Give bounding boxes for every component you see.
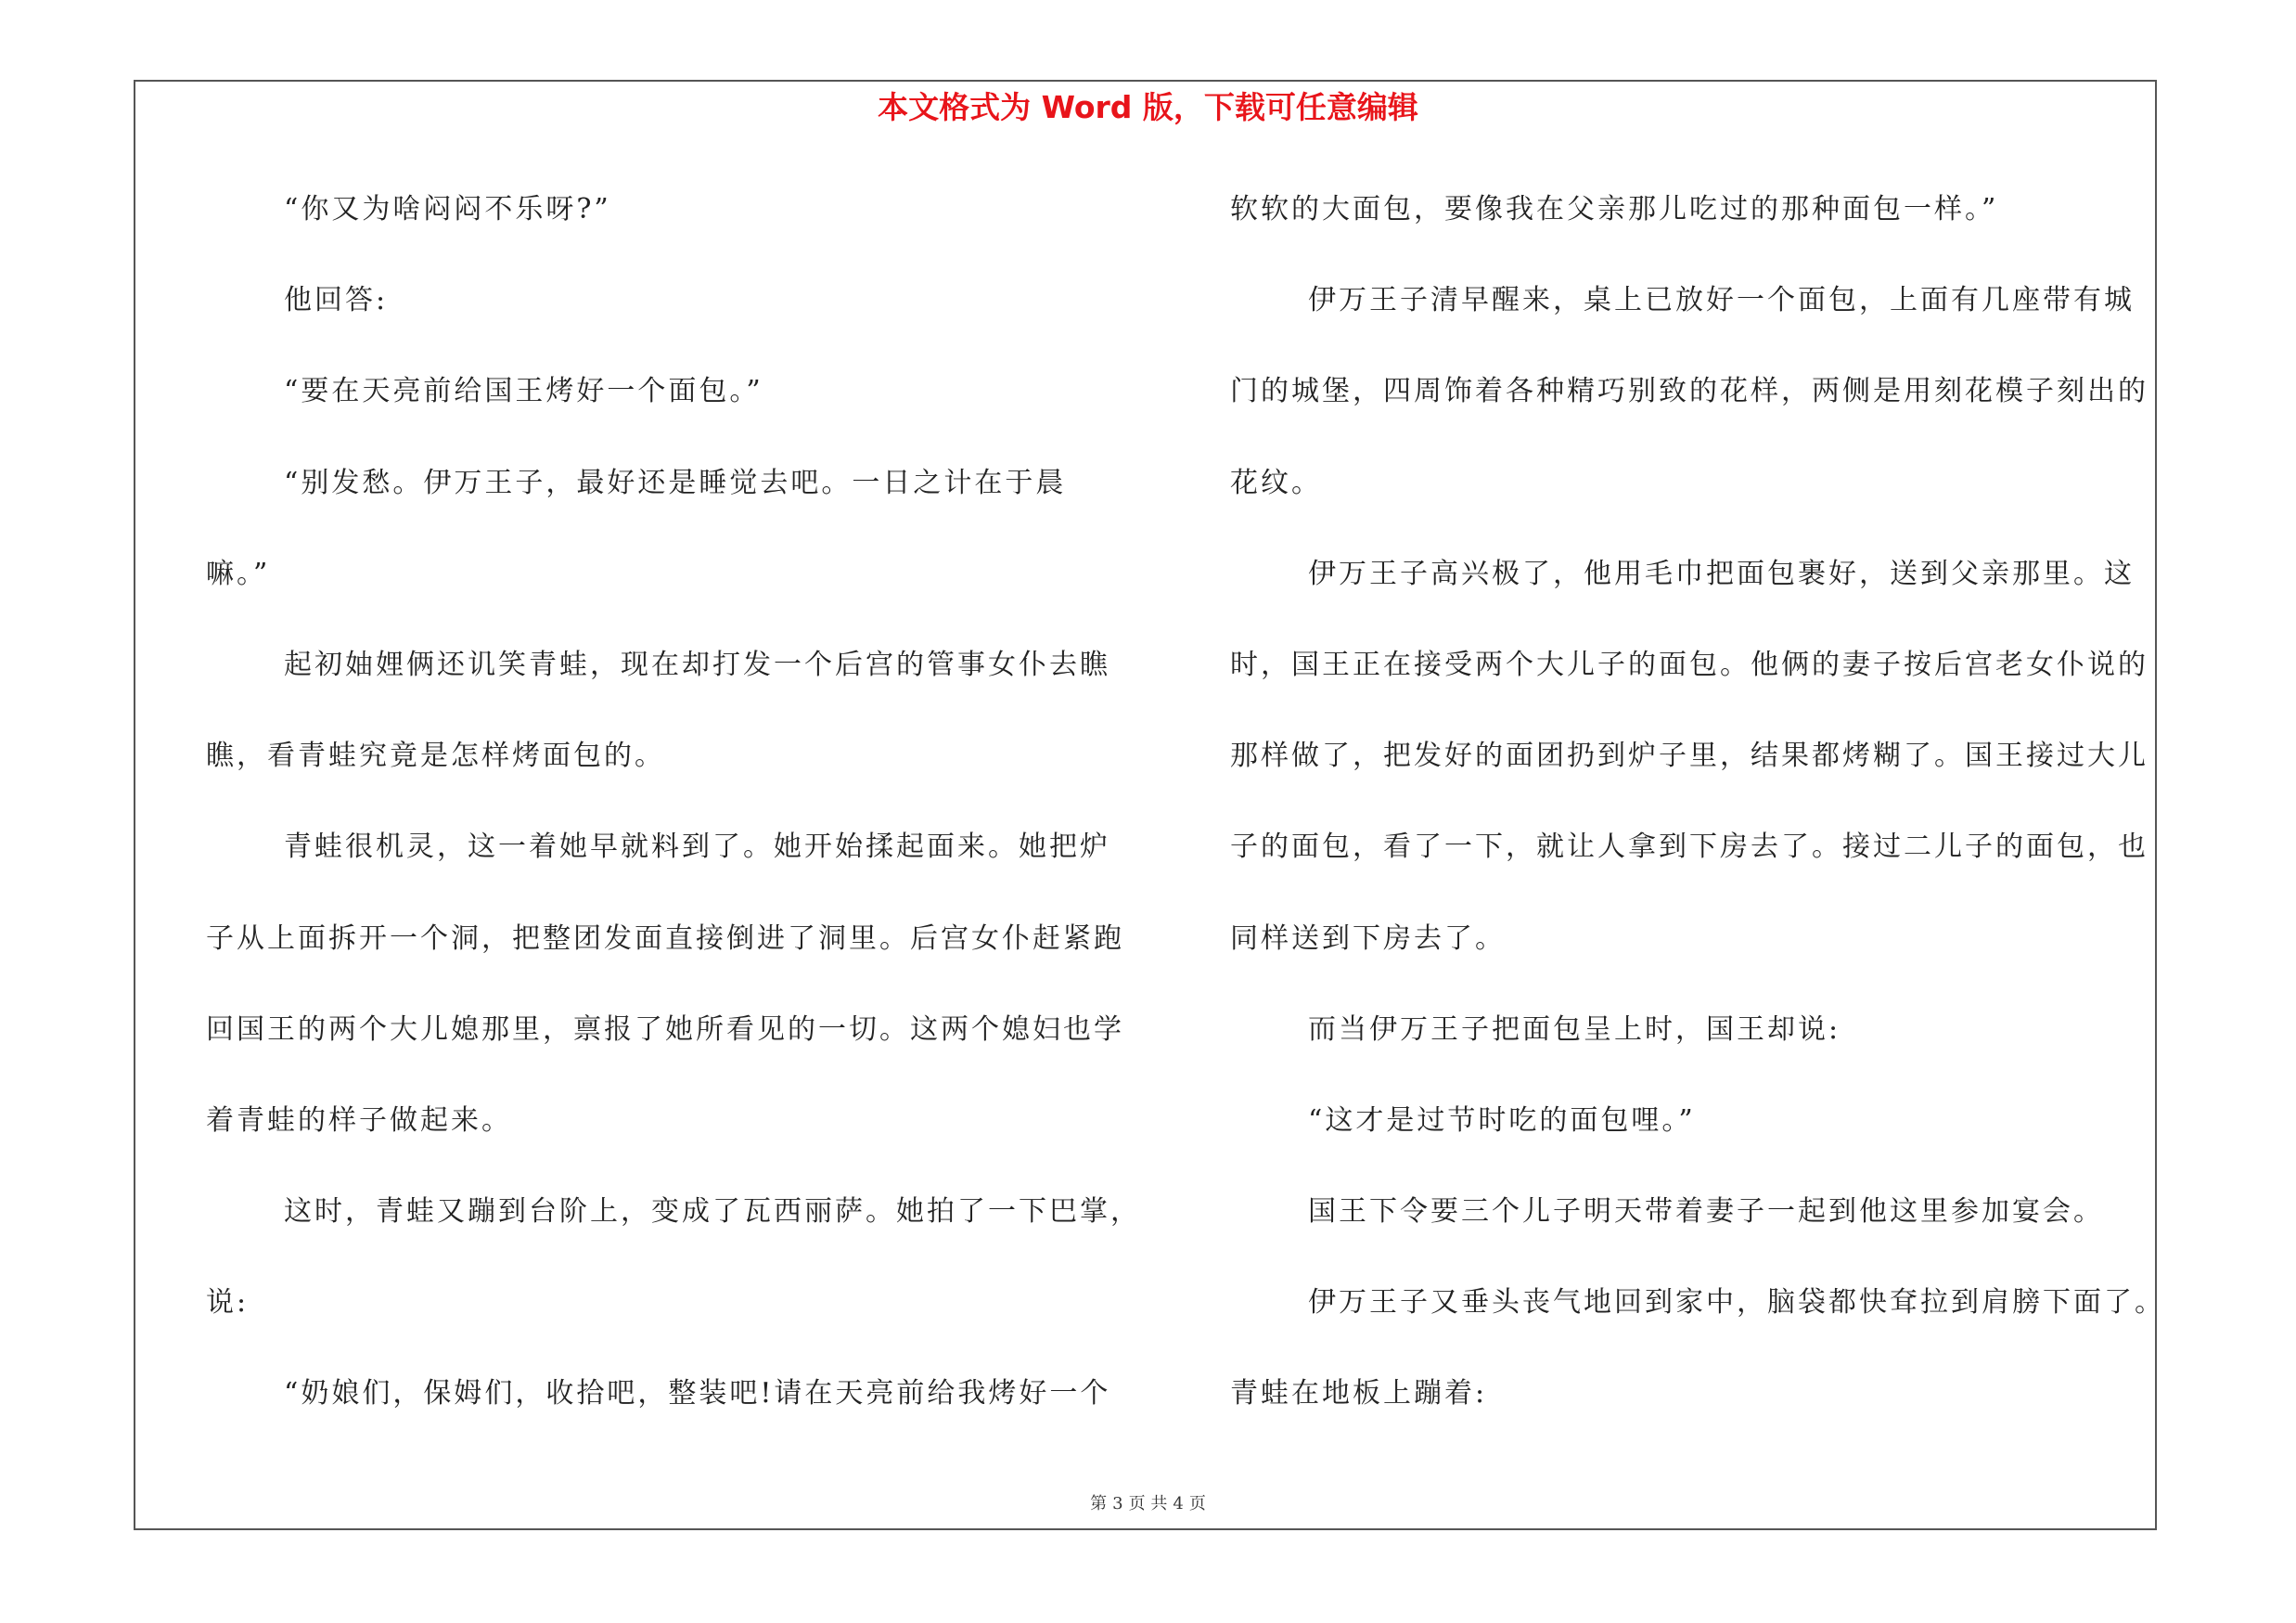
text-line: 而当伊万王子把面包呈上时，国王却说: [1308,1012,1841,1046]
text-line: 那样做了，把发好的面团扔到炉子里，结果都烤糊了。国王接过大儿 [1230,740,2148,773]
text-line: “你又为啥闷闷不乐呀?” [284,193,611,225]
text-line: 说: [206,1286,250,1320]
text-line: 这时，青蛙又蹦到台阶上，变成了瓦西丽萨。她拍了一下巴掌， [284,1195,1141,1229]
text-line: “别发愁。伊万王子，最好还是睡觉去吧。一日之计在于晨 [284,466,1067,499]
footer-prefix: 第 [1090,1494,1108,1514]
text-line: 起初妯娌俩还讥笑青蛙，现在却打发一个后宫的管事女仆去瞧 [284,648,1110,681]
text-line: 同样送到下房去了。 [1230,921,1506,955]
text-line: “要在天亮前给国王烤好一个面包。” [284,375,763,408]
text-line: 嘛。” [206,557,271,590]
text-line: 青蛙在地板上蹦着: [1230,1377,1488,1410]
text-line: 伊万王子清早醒来，桌上已放好一个面包，上面有几座带有城 [1308,284,2135,317]
right-text-column [1230,182,2165,1458]
text-line: 软软的大面包，要像我在父亲那儿吃过的那种面包一样。” [1230,193,1999,225]
footer-middle: 页 共 [1128,1494,1168,1514]
text-line: 伊万王子又垂头丧气地回到家中，脑袋都快耷拉到肩膀下面了。 [1308,1286,2165,1320]
footer-total-pages: 4 [1173,1494,1184,1514]
text-line: 子的面包，看了一下，就让人拿到下房去了。接过二儿子的面包，也 [1230,831,2148,864]
text-line: 花纹。 [1230,466,1322,499]
text-line: 他回答: [284,284,389,317]
text-line: 青蛙很机灵，这一着她早就料到了。她开始揉起面来。她把炉 [284,831,1110,864]
left-text-column [206,182,1141,1458]
text-line: “奶娘们，保姆们，收拾吧，整装吧!请在天亮前给我烤好一个 [284,1377,1111,1410]
text-line: 瞧，看青蛙究竟是怎样烤面包的。 [206,740,665,773]
text-line: 伊万王子高兴极了，他用毛巾把面包裹好，送到父亲那里。这 [1308,557,2135,590]
text-line: 时，国王正在接受两个大儿子的面包。他俩的妻子按后宫老女仆说的 [1230,648,2148,681]
text-line: 着青蛙的样子做起来。 [206,1103,512,1137]
footer-suffix: 页 [1188,1494,1206,1514]
text-line: 门的城堡，四周饰着各种精巧别致的花样，两侧是用刻花模子刻出的 [1230,375,2148,408]
document-header-title: 本文格式为 Word 版，下载可任意编辑 [878,89,1418,125]
text-line: 子从上面拆开一个洞，把整团发面直接倒进了洞里。后宫女仆赶紧跑 [206,921,1124,955]
text-line: 国王下令要三个儿子明天带着妻子一起到他这里参加宴会。 [1308,1195,2104,1229]
page-footer [0,1493,2296,1515]
text-line: “这才是过节时吃的面包哩。” [1308,1103,1696,1137]
text-line: 回国王的两个大儿媳那里，禀报了她所看见的一切。这两个媳妇也学 [206,1012,1124,1046]
footer-page-number: 3 [1112,1494,1123,1514]
